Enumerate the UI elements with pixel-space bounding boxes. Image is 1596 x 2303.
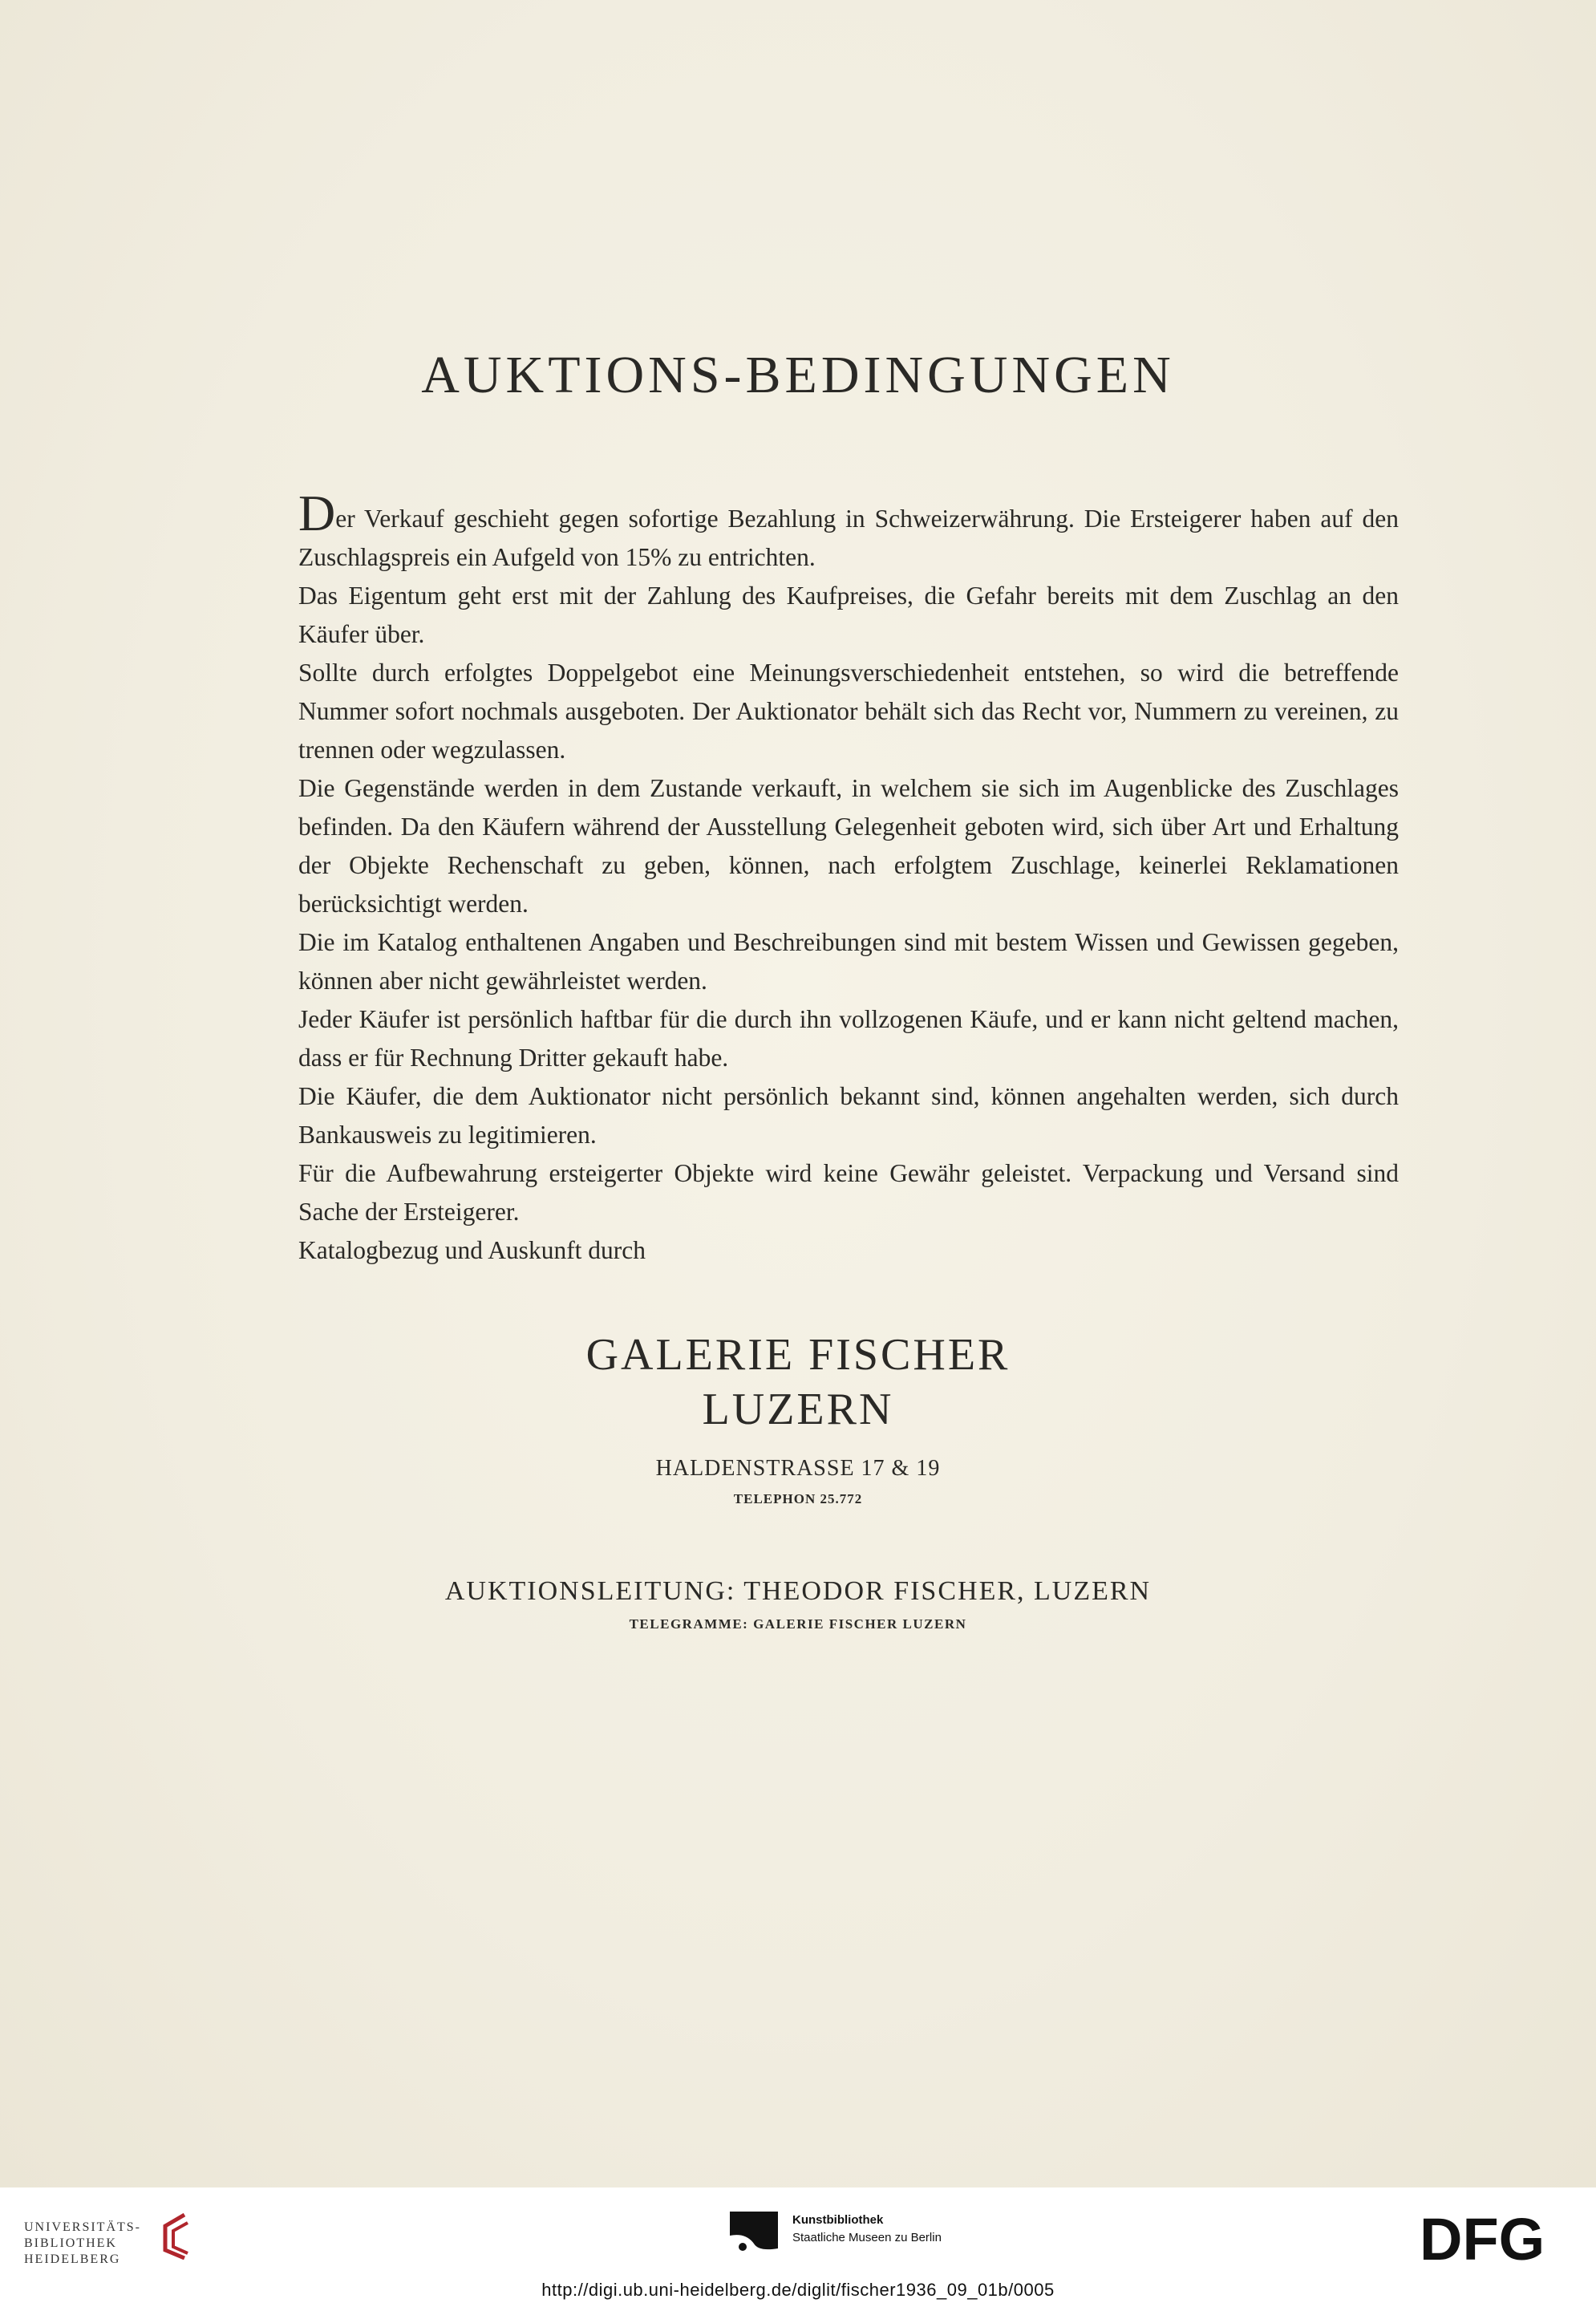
permalink-url[interactable]: http://digi.ub.uni-heidelberg.de/diglit/fischer1936_09_01b/0005 xyxy=(541,2280,1055,2300)
paragraph-1 xyxy=(298,485,1399,577)
ub-heidelberg-label[interactable] xyxy=(24,2220,141,2268)
paragraph-7: Die Käufer, die dem Auktionator nicht persönlich bekannt sind, können angehalten werden, sich durch Bankausweis zu legitimieren. xyxy=(298,1082,1399,1149)
paragraph-6: Jeder Käufer ist persönlich haftbar für die durch ihn vollzogenen Käufe, und er kann nicht geltend machen, dass er für Rechnung Dritter gekauft habe. xyxy=(298,1005,1399,1072)
page-title: AUKTIONS-BEDINGUNGEN xyxy=(421,346,1175,404)
gallery-city: LUZERN xyxy=(702,1385,894,1434)
ub-line-2: BIBLIOTHEK xyxy=(24,2236,117,2250)
paragraph-5: Die im Katalog enthaltenen Angaben und Beschreibungen sind mit bestem Wissen und Gewissen gegeben, können aber nicht gewährleistet werden. xyxy=(298,928,1399,995)
paragraph-1-rest: er Verkauf geschieht gegen sofortige Bezahlung in Schweizerwährung. Die Ersteigerer haben auf den Zuschlagspreis ein Aufgeld von 15% zu entrichten. xyxy=(298,505,1399,571)
gallery-phone: TELEPHON 25.772 xyxy=(733,1491,863,1506)
paragraph-2: Das Eigentum geht erst mit der Zahlung des Kaufpreises, die Gefahr bereits mit dem Zuschlag an den Käufer über. xyxy=(298,582,1399,648)
kb-sub: Staatliche Museen zu Berlin xyxy=(792,2231,942,2244)
kunstbibliothek-logo-icon[interactable] xyxy=(730,2212,778,2263)
auction-management xyxy=(0,1576,1596,1632)
telegram-line: TELEGRAMME: GALERIE FISCHER LUZERN xyxy=(629,1616,967,1632)
ub-line-1: UNIVERSITÄTS- xyxy=(24,2220,141,2234)
paragraph-9: Katalogbezug und Auskunft durch xyxy=(298,1236,646,1264)
dfg-logo-icon[interactable] xyxy=(1420,2210,1572,2268)
gallery-name: GALERIE FISCHER xyxy=(585,1330,1011,1380)
paragraph-4: Die Gegenstände werden in dem Zustande verkauft, in welchem sie sich im Augenblicke des Zuschlages befinden. Da den Käufern während der Ausstellung Gelegenheit geboten wird, sich über Art und Erhaltung der Objekte Rechenschaft zu geben, können, nach erfolgtem Zuschlage, keinerlei Reklamationen berücksichtigt werden. xyxy=(298,774,1399,918)
ub-heidelberg-logo-icon[interactable] xyxy=(160,2212,192,2260)
management-line: AUKTIONSLEITUNG: THEODOR FISCHER, LUZERN xyxy=(444,1576,1152,1606)
drop-cap: D xyxy=(298,485,336,541)
paragraph-3: Sollte durch erfolgtes Doppelgebot eine Meinungsverschiedenheit entstehen, so wird die betreffende Nummer sofort nochmals ausgeboten. Der Auktionator behält sich das Recht vor, Nummern zu vereinen, zu trennen oder wegzulassen. xyxy=(298,659,1399,764)
kunstbibliothek-text xyxy=(792,2212,942,2247)
ub-line-3: HEIDELBERG xyxy=(24,2252,121,2266)
conditions-text xyxy=(298,485,1399,1270)
gallery-address xyxy=(0,1328,1596,1507)
dfg-text: DFG xyxy=(1420,2210,1545,2268)
viewer-footer xyxy=(0,2187,1596,2303)
paragraph-8: Für die Aufbewahrung ersteigerter Objekte wird keine Gewähr geleistet. Verpackung und Versand sind Sache der Ersteigerer. xyxy=(298,1159,1399,1226)
gallery-street: HALDENSTRASSE 17 & 19 xyxy=(655,1456,941,1481)
kb-name: Kunstbibliothek xyxy=(792,2213,884,2227)
